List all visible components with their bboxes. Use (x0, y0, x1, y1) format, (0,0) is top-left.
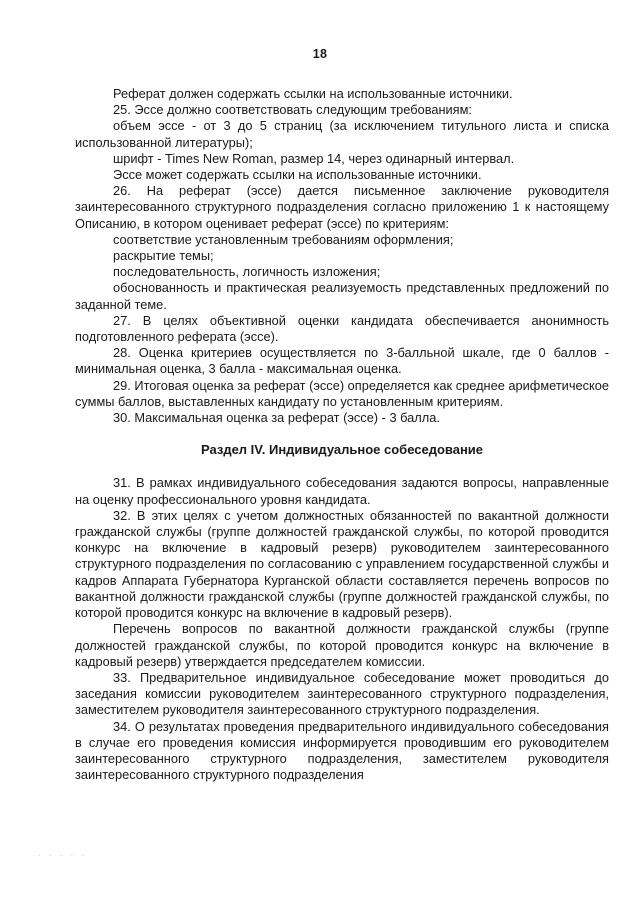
paragraph-25: 25. Эссе должно соответствовать следующим требованиям: (113, 102, 472, 118)
paragraph-criterion-logic: последовательность, логичность изложения; (113, 264, 381, 280)
paragraph-30: 30. Максимальная оценка за реферат (эссе) - 3 балла. (113, 410, 440, 426)
paragraph-criterion-feasibility: обоснованность и практическая реализуемость представленных предложений по заданной теме. (75, 280, 609, 312)
paragraph-27: 27. В целях объективной оценки кандидата обеспечивается анонимность подготовленного реферата (эссе). (75, 312, 609, 345)
document-body (75, 86, 609, 783)
paragraph-essay-volume: объем эссе - от 3 до 5 страниц (за исключением титульного листа и списка использованной литературы); (75, 118, 609, 150)
paragraph-29: 29. Итоговая оценка за реферат (эссе) определяется как среднее арифметическое суммы баллов, выставленных кандидату по установленным критериям. (75, 377, 609, 409)
paragraph-essay-sources: Эссе может содержать ссылки на использованные источники. (113, 167, 482, 183)
paragraph-essay-font: шрифт - Times New Roman, размер 14, через одинарный интервал. (113, 150, 515, 166)
paragraph-criterion-format: соответствие установленным требованиям оформления; (113, 231, 454, 247)
page-number: 18 (312, 47, 328, 61)
paragraph-31: 31. В рамках индивидуального собеседования задаются вопросы, направленные на оценку профессионального уровня кандидата. (75, 475, 609, 507)
scan-specks: · · · · · (38, 851, 88, 860)
paragraph-question-list: Перечень вопросов по вакантной должности гражданской службы (группе должностей гражданской службы, по которой проводится конкурс на включение в кадровый резерв) утверждается председателем комиссии. (75, 621, 609, 669)
paragraph-26: 26. На реферат (эссе) дается письменное заключение руководителя заинтересованного структурного подразделения согласно приложению 1 к настоящему Описанию, в котором оценивает реферат (эссе) по критериям: (75, 183, 609, 231)
paragraph-33: 33. Предварительное индивидуальное собеседование может проводиться до заседания комиссии руководителем заинтересованного структурного подразделения, заместителем руководителя заинтересованного структурного подразделения. (75, 669, 609, 718)
paragraph-criterion-topic: раскрытие темы; (113, 248, 214, 264)
paragraph-28: 28. Оценка критериев осуществляется по 3-балльной шкале, где 0 баллов - минимальная оценка, 3 балла - максимальная оценка. (75, 345, 609, 377)
paragraph-34: 34. О результатах проведения предварительного индивидуального собеседования в случае его проведения комиссия информируется проводившим его руководителем заинтересованного структурного подразделения, заместителем руководителя заинтересованного структурного подразделения (75, 718, 609, 783)
paragraph-referat-sources: Реферат должен содержать ссылки на использованные источники. (113, 86, 513, 101)
paragraph-32: 32. В этих целях с учетом должностных обязанностей по вакантной должности гражданской службы (группе должностей гражданской службы, по которой проводится конкурс на включение в кадровый резерв) руководителем заинтересованного структурного подразделения по согласованию с управлением государственной службы и кадров Аппарата Губернатора Курганской области составляется перечень вопросов по вакантной должности гражданской службы (группе должностей гражданской службы, по которой проводится конкурс на включение в кадровый резерв). (75, 507, 609, 621)
section-heading: Раздел IV. Индивидуальное собеседование (200, 442, 484, 458)
